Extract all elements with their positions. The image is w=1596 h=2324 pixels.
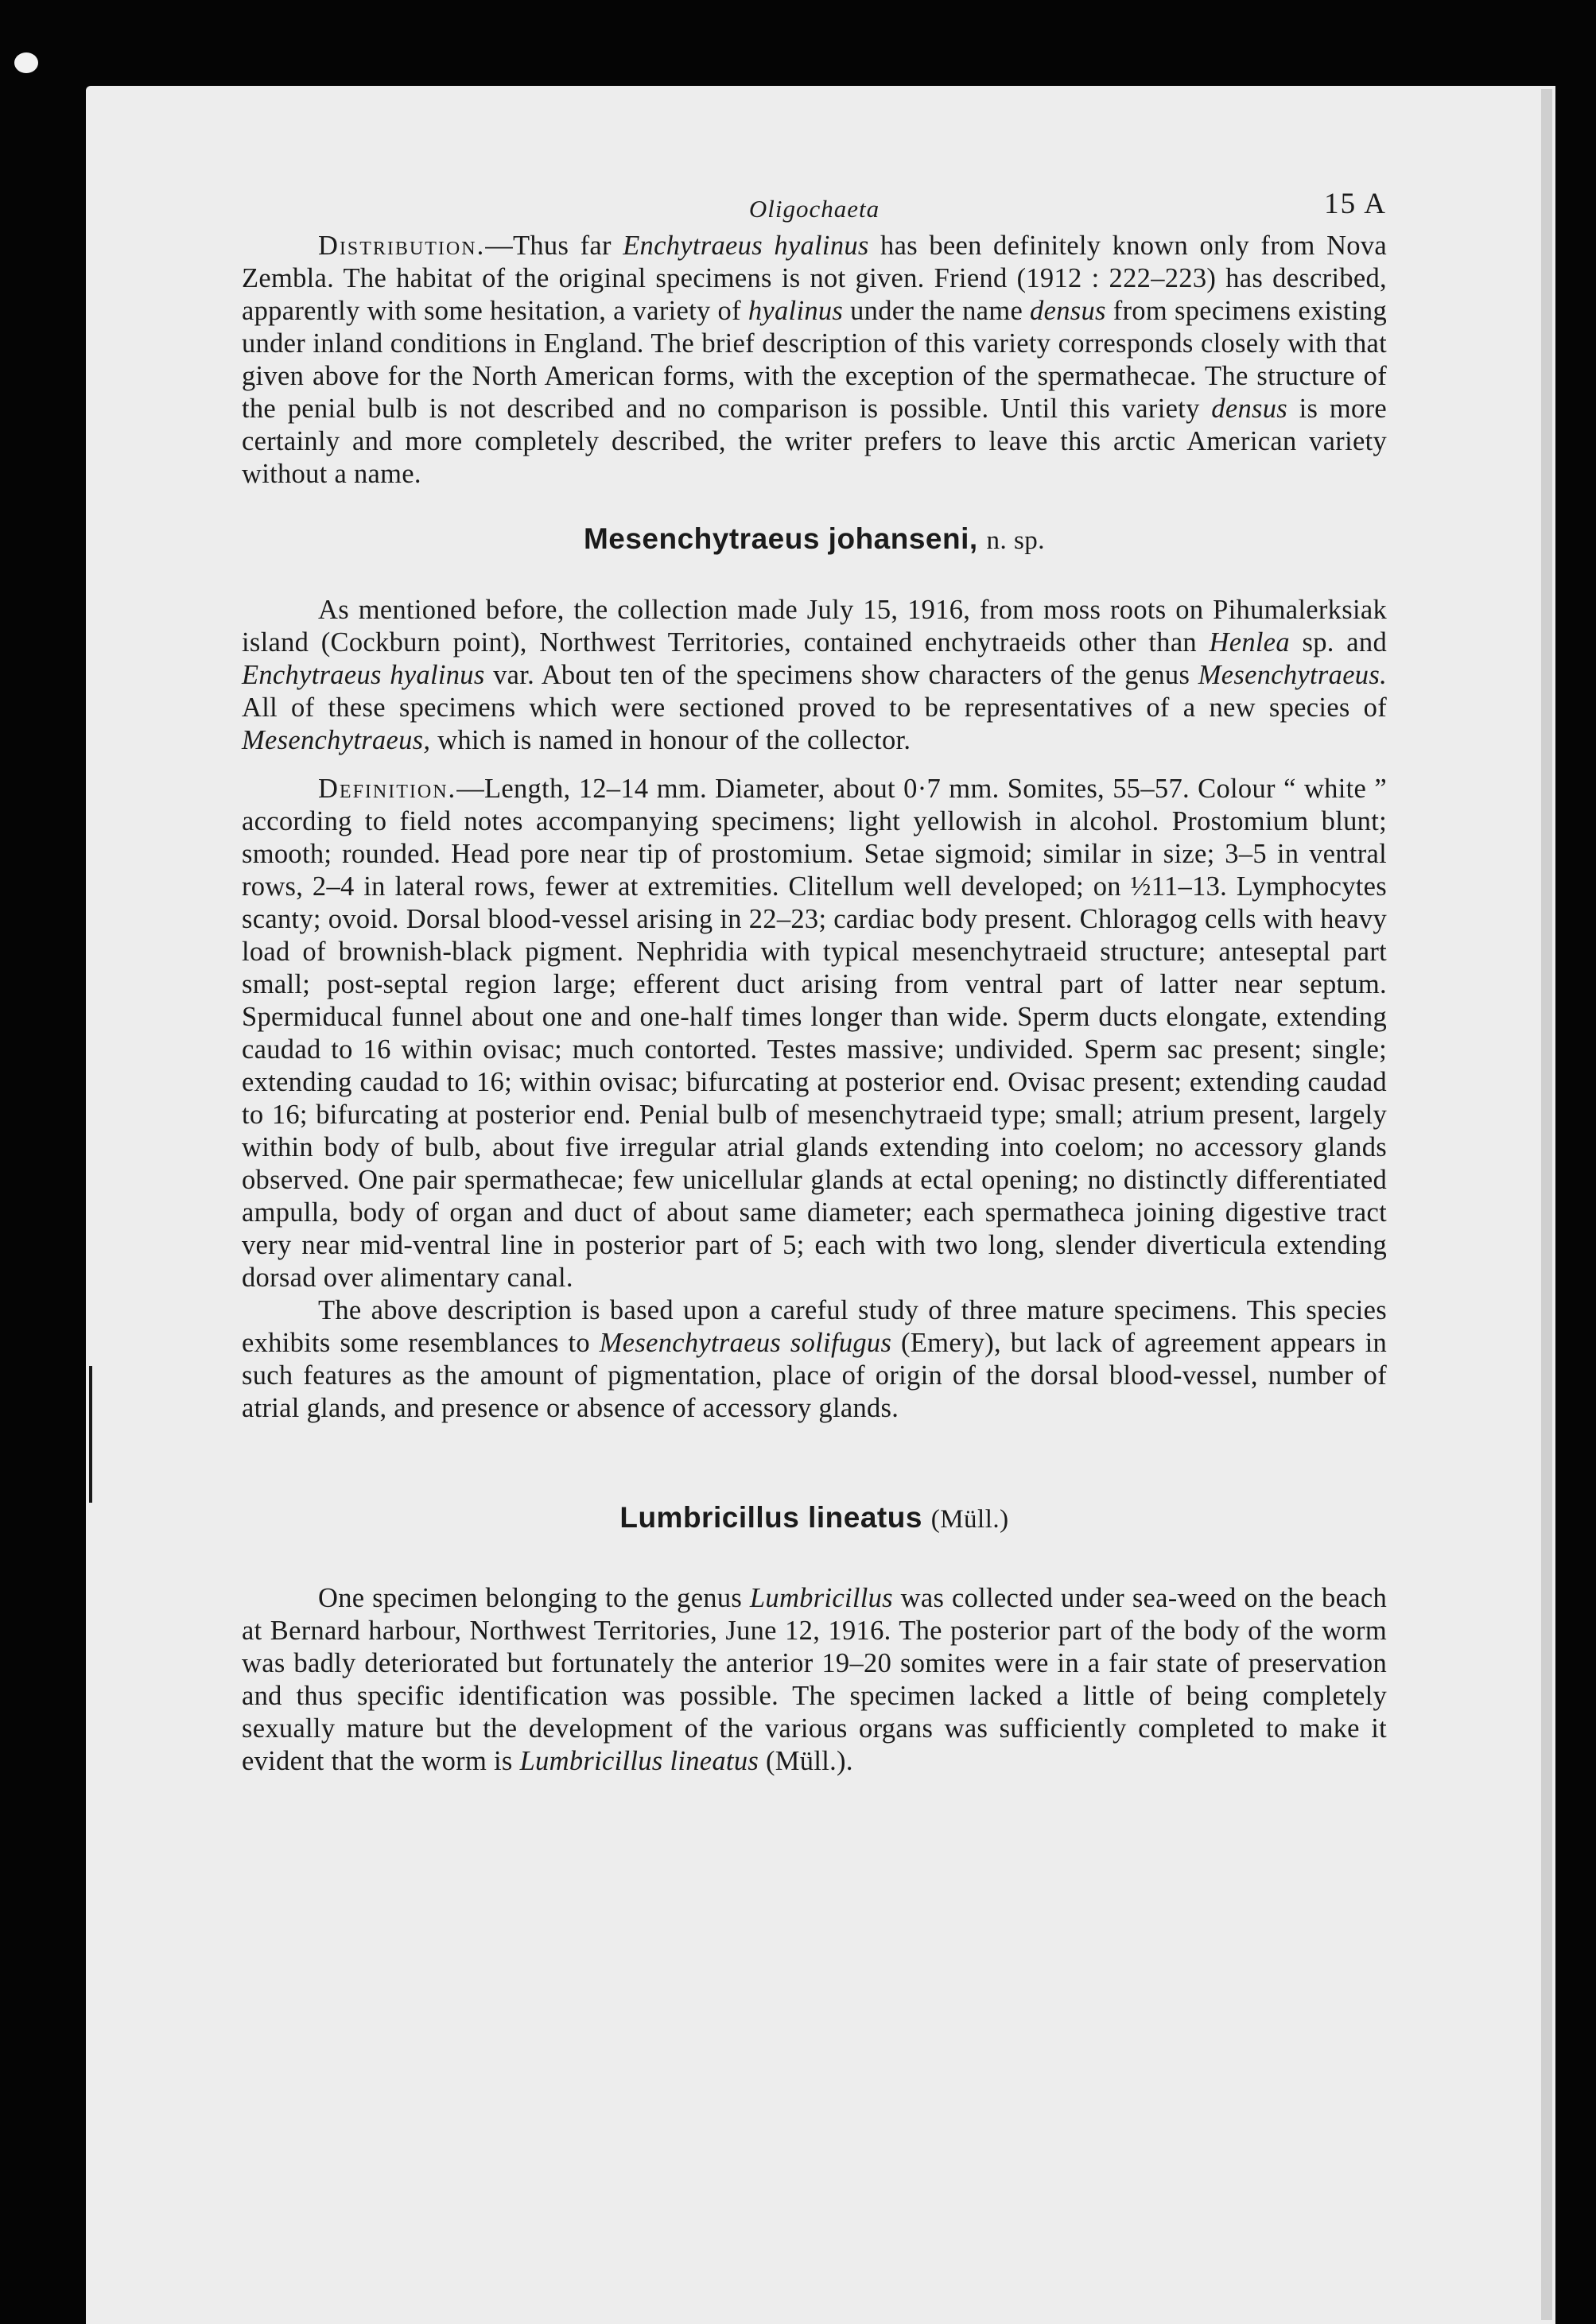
genus-name: Mesenchytraeus. — [1198, 660, 1388, 690]
section-title: Lumbricillus lineatus — [619, 1501, 922, 1534]
definition-paragraph — [242, 773, 1387, 1294]
text-run: under the name — [843, 296, 1031, 326]
page-header — [242, 179, 1387, 230]
text-run: is more certainly and more completely described, the writer prefers to leave this arctic American variety without a name. — [242, 394, 1387, 489]
text-run: All of these specimens which were sectioned proved to be representatives of a new species of — [242, 693, 1387, 723]
text-run: The above description is based upon a careful study of three mature specimens. This species exhibits some resemblances to — [242, 1295, 1387, 1358]
distribution-paragraph — [242, 230, 1387, 491]
genus-name: Mesenchytraeus, — [242, 725, 431, 755]
lumbricillus-paragraph — [242, 1582, 1387, 1778]
text-run: var. About ten of the specimens show characters of the genus — [484, 660, 1198, 690]
section-heading-lumbricillus — [242, 1501, 1387, 1534]
remarks-paragraph — [242, 1294, 1387, 1425]
binding-hole — [14, 52, 38, 73]
text-run: has been definitely known only from Nova Zembla. The habitat of the original specimens is not given. Friend (1912 : 222–223) has described, apparently with some hesitation, a variety of — [242, 231, 1387, 326]
text-run: was collected under sea-weed on the beach at Bernard harbour, Northwest Territories, June 12, 1916. The posterior part of the body of the worm was badly deteriorated but fortunately the anterior 19–20 somites were in a fair state of preservation and thus specific identification was possible. The specimen lacked a little of being completely sexually mature but the development of the various organs was sufficiently completed to make it evident that the worm is — [242, 1583, 1387, 1776]
text-run: One specimen belonging to the genus — [318, 1583, 750, 1613]
species-name: Mesenchytraeus solifugus — [599, 1328, 892, 1358]
section-title: Mesenchytraeus johanseni, — [583, 522, 978, 555]
species-name: densus — [1030, 296, 1106, 326]
text-run: —Thus far — [485, 231, 623, 261]
species-name: Enchytraeus hyalinus — [623, 231, 869, 261]
species-name: hyalinus — [748, 296, 844, 326]
running-head: Oligochaeta — [748, 195, 880, 223]
text-run: sp. and — [1289, 627, 1387, 658]
page-edge — [1541, 89, 1552, 2320]
genus-name: Lumbricillus — [749, 1583, 893, 1613]
text-run: which is named in honour of the collector. — [430, 725, 911, 755]
distribution-label: Distribution. — [318, 231, 486, 261]
page-content — [242, 179, 1387, 1778]
section-heading-mesenchytraeus — [242, 522, 1387, 556]
species-name: Lumbricillus lineatus — [519, 1746, 759, 1776]
text-run: As mentioned before, the collection made July 15, 1916, from moss roots on Pihumalerksiak island (Cockburn point), Northwest Territories, contained enchytraeids other than — [242, 595, 1387, 658]
page-number: 15 A — [1324, 188, 1387, 220]
definition-label: Definition. — [318, 774, 457, 804]
margin-rule — [89, 1366, 92, 1503]
text-run: from specimens existing under inland conditions in England. The brief description of this variety corresponds closely with that given above for the North American forms, with the exception of the spermathecae. The structure of the penial bulb is not described and no comparison is possible. Until this variety — [242, 296, 1387, 424]
text-run: —Length, 12–14 mm. Diameter, about 0·7 mm. Somites, 55–57. Colour “ white ” according to field notes accompanying specimens; light yellowish in alcohol. Prostomium blunt; smooth; rounded. Head pore near tip of prostomium. Setae sigmoid; similar in size; 3–5 in ventral rows, 2–4 in lateral rows, fewer at extremities. Clitellum well developed; on ½11–13. Lymphocytes scanty; ovoid. Dorsal blood-vessel arising in 22–23; cardiac body present. Chloragog cells with heavy load of brownish-black pigment. Nephridia with typical mesenchytraeid structure; anteseptal part small; post-septal region large; efferent duct arising from ventral part of latter near septum. Spermiducal funnel about one and one-half times longer than wide. Sperm ducts elongate, extending caudad to 16 within ovisac; much contorted. Testes massive; undivided. Sperm sac present; single; extending caudad to 16; within ovisac; bifurcating at posterior end. Ovisac present; extending caudad to 16; bifurcating at posterior end. Penial bulb of mesenchytraeid type; small; atrium present, largely within body of bulb, about five irregular atrial glands extending into coelom; no accessory glands observed. One pair spermathecae; few unicellular glands at ectal opening; no distinctly differentiated ampulla, body of organ and duct of about same diameter; each spermatheca joining digestive tract very near mid-ventral line in posterior part of 5; each with two long, slender diverticula extending dorsad over alimentary canal. — [242, 774, 1387, 1293]
text-run: (Emery), but lack of agreement appears in such features as the amount of pigmentation, place of origin of the dorsal blood-vessel, number of atrial glands, and presence or absence of accessory glands. — [242, 1328, 1388, 1423]
species-name: Enchytraeus hyalinus — [242, 660, 485, 690]
section-authority: (Müll.) — [930, 1505, 1009, 1534]
species-name: densus — [1211, 394, 1287, 424]
section-authority: n. sp. — [986, 526, 1046, 555]
intro-paragraph — [242, 594, 1387, 757]
genus-name: Henlea — [1209, 627, 1290, 658]
text-run: (Müll.). — [759, 1746, 853, 1776]
